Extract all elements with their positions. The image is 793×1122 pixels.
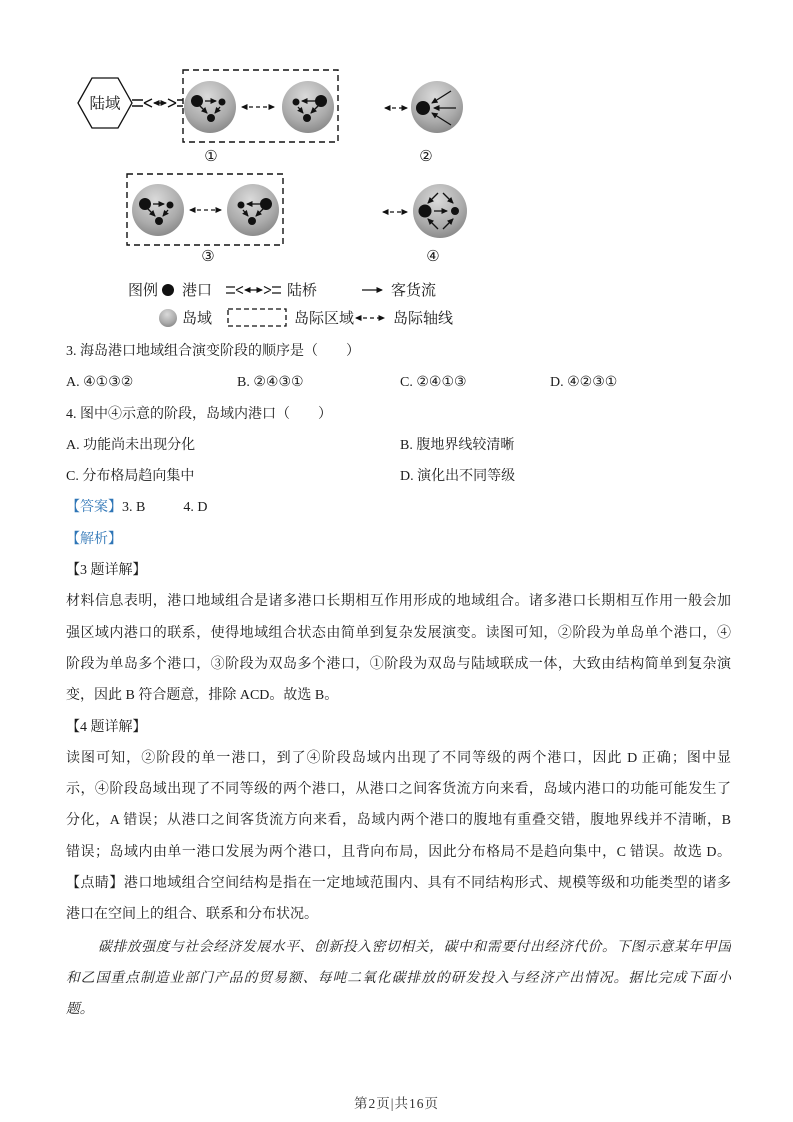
land-hexagon	[78, 78, 132, 128]
port-evolution-diagram	[66, 60, 486, 334]
island	[227, 184, 279, 236]
island-icon	[159, 309, 177, 327]
legend-bridge-label: 陆桥	[287, 283, 318, 299]
port-dot	[416, 101, 430, 115]
material-line-3: 题。	[66, 1001, 94, 1017]
legend-region-label: 岛际区域	[294, 311, 355, 327]
island	[282, 81, 334, 133]
exp3-line-3: 阶段为单岛多个港口，③阶段为双岛多个港口，①阶段为双岛与陆域联成一体，大致由结构简单到复杂演	[66, 656, 731, 672]
island	[184, 81, 236, 133]
stage-3-region	[127, 174, 283, 265]
stage-2	[385, 81, 463, 165]
port-dot	[167, 202, 174, 209]
question-4-options-row-1	[66, 430, 731, 461]
legend-island-label: 岛域	[182, 311, 213, 327]
stage-1-region	[183, 70, 338, 165]
exp3-line-2: 强区域内港口的联系，使得地域组合状态由简单到复杂发展演变。读图可知，②阶段为单岛单个港口，④	[66, 625, 731, 641]
legend-port-label: 港口	[182, 283, 213, 299]
port-dot	[451, 207, 459, 215]
analysis-label: 【解析】	[66, 531, 122, 547]
q3-option-a: A. ④①③②	[66, 375, 134, 391]
q3-option-b: B. ②④③①	[237, 375, 304, 391]
port-dot	[139, 198, 151, 210]
answer-4: 4. D	[183, 500, 208, 516]
q4-option-b: B. 腹地界线较清晰	[400, 437, 515, 453]
q3-option-c: C. ②④①③	[400, 375, 467, 391]
answer-line	[66, 492, 731, 523]
legend-axis-label: 岛际轴线	[393, 311, 454, 327]
stage-2-label: ②	[419, 149, 433, 165]
port-dot	[155, 217, 163, 225]
question-3-stem: 3. 海岛港口地域组合演变阶段的顺序是（ ）	[66, 344, 360, 359]
stage-4-label: ④	[426, 249, 440, 265]
port-dot	[293, 99, 300, 106]
exp4-line-1: 读图可知，②阶段的单一港口，到了④阶段岛域内出现了不同等级的两个港口，因此 D 正确；图中显	[66, 750, 731, 766]
port-icon	[162, 284, 174, 296]
answer-label: 【答案】	[66, 500, 122, 516]
keypoint-line-2: 港口在空间上的组合、联系和分布状况。	[66, 907, 318, 923]
stage-1-label: ①	[204, 149, 218, 165]
exp3-line-1: 材料信息表明，港口地域组合是诸多港口长期相互作用形成的地域组合。诸多港口长期相互作用一般会加	[66, 594, 731, 610]
land-label: 陆域	[89, 95, 121, 113]
exp4-heading: 【4 题详解】	[66, 719, 147, 735]
stage-3-label: ③	[201, 249, 215, 265]
question-4-stem: 4. 图中④示意的阶段，岛域内港口（ ）	[66, 406, 332, 422]
exp4-line-3: 分化，A 错误；从港口之间客货流方向来看，岛域内两个港口的腹地有重叠交错，腹地界线并不清晰，B	[66, 813, 731, 829]
question-3-options	[66, 367, 731, 398]
port-dot	[260, 198, 272, 210]
exp4-line-4: 错误；岛域内由单一港口发展为两个港口，且背向布局，因此分布格局不是趋向集中，C 错误。故选 D。	[66, 844, 731, 860]
answer-3: 3. B	[122, 500, 146, 516]
port-dot	[303, 114, 311, 122]
page-number: 第2页|共16页	[354, 1096, 439, 1111]
port-dot	[248, 217, 256, 225]
q4-option-d: D. 演化出不同等级	[400, 469, 516, 485]
port-dot	[315, 95, 327, 107]
body-text	[66, 336, 731, 1025]
port-dot	[238, 202, 245, 209]
legend	[128, 281, 453, 327]
exp3-line-4: 变，因此 B 符合题意，排除 ACD。故选 B。	[66, 688, 339, 704]
q4-option-a: A. 功能尚未出现分化	[66, 437, 196, 453]
region-icon	[228, 309, 286, 326]
port-dot	[191, 95, 203, 107]
land-bridge-icon	[132, 99, 183, 107]
legend-title: 图例	[128, 283, 159, 299]
material-line-1: 碳排放强度与社会经济发展水平、创新投入密切相关，碳中和需要付出经济代价。下图示意某年甲国	[98, 938, 731, 954]
exp3-heading: 【3 题详解】	[66, 563, 147, 579]
land-bridge-icon	[226, 287, 281, 294]
question-4-options-row-2	[66, 461, 731, 492]
material-line-2: 和乙国重点制造业部门产品的贸易额、每吨二氧化碳排放的研发投入与经济产出情况。据比完成下面小	[66, 969, 731, 985]
port-dot	[207, 114, 215, 122]
port-dot	[419, 205, 432, 218]
stage-4	[383, 184, 467, 265]
legend-flow-label: 客货流	[391, 283, 437, 299]
port-dot	[219, 99, 226, 106]
keypoint-line-1: 【点睛】港口地域组合空间结构是指在一定地域范围内、具有不同结构形式、规模等级和功能类型的诸多	[66, 876, 731, 892]
q3-option-d: D. ④②③①	[550, 375, 618, 391]
q4-option-c: C. 分布格局趋向集中	[66, 469, 195, 485]
island	[132, 184, 184, 236]
exp4-line-2: 示，④阶段岛域出现了不同等级的两个港口，从港口之间客货流方向来看，岛域内港口的功能可能发生了	[66, 782, 731, 798]
